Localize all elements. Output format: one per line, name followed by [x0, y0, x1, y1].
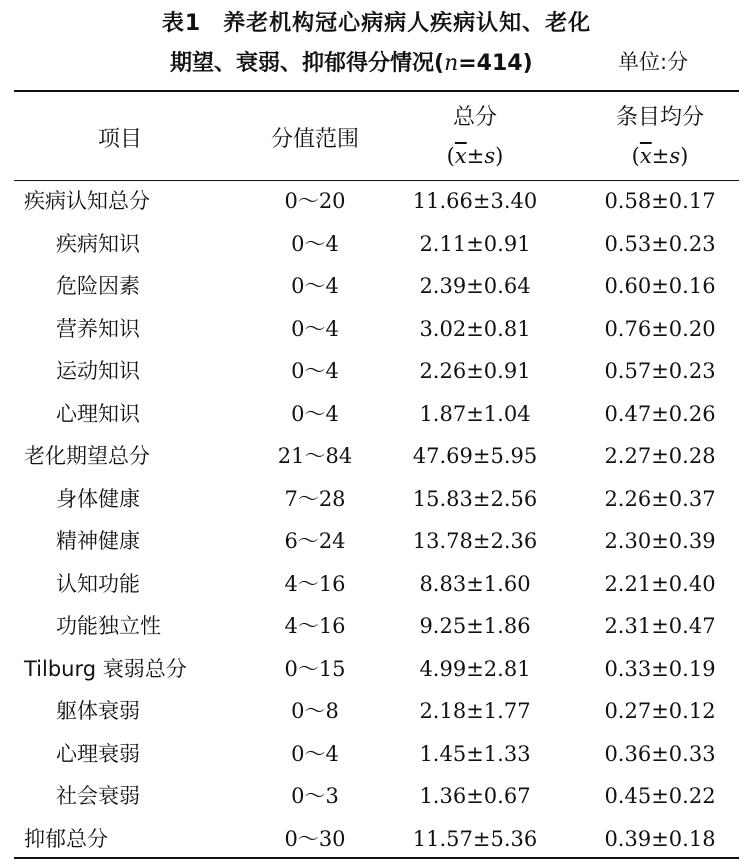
cell-total: 4.99±2.81	[419, 656, 531, 681]
cell-item: 抑郁总分	[24, 826, 108, 851]
title-line2-prefix: 期望、衰弱、抑郁得分情况(	[170, 51, 445, 76]
cell-mean: 0.45±0.22	[604, 784, 716, 808]
cell-mean: 2.21±0.40	[604, 571, 716, 596]
cell-total: 8.83±1.60	[419, 571, 531, 596]
cell-total: 11.57±5.36	[412, 826, 538, 851]
cell-total: 2.26±0.91	[419, 359, 531, 383]
table-row	[0, 265, 753, 308]
table-row	[0, 818, 753, 861]
cell-item: 心理衰弱	[56, 741, 140, 766]
table-title-line1	[0, 6, 753, 37]
cell-item: 疾病知识	[56, 231, 140, 256]
cell-item: Tilburg 衰弱总分	[24, 656, 187, 681]
cell-mean: 0.76±0.20	[604, 316, 716, 341]
stat-mean-symbol: $\overline{x}$	[454, 144, 467, 168]
cell-range: 4～16	[284, 571, 346, 596]
header-mean-stat	[580, 144, 740, 168]
cell-total: 9.25±1.86	[419, 614, 531, 638]
cell-mean: 0.33±0.19	[604, 656, 716, 681]
sample-size-value: =414)	[458, 51, 533, 76]
cell-total: 2.11±0.91	[419, 231, 531, 256]
table-row	[0, 775, 753, 818]
table-row	[0, 648, 753, 691]
cell-item: 运动知识	[56, 359, 140, 383]
cell-item: 功能独立性	[56, 614, 161, 638]
table-top-rule	[14, 90, 739, 92]
cell-total: 11.66±3.40	[412, 189, 538, 213]
stat-sd-symbol: s	[669, 144, 681, 168]
cell-total: 15.83±2.56	[412, 486, 538, 511]
cell-range: 4～16	[284, 614, 346, 638]
unit-label: 单位:分	[618, 50, 689, 74]
stat-mean-symbol: $\overline{x}$	[639, 144, 652, 168]
table-row	[0, 308, 753, 351]
cell-item: 疾病认知总分	[24, 189, 150, 213]
cell-mean: 2.27±0.28	[604, 444, 716, 468]
table-row	[0, 180, 753, 223]
cell-item: 老化期望总分	[24, 444, 150, 468]
cell-mean: 0.36±0.33	[604, 741, 716, 766]
cell-range: 0～4	[291, 231, 339, 256]
cell-mean: 0.58±0.17	[604, 189, 716, 213]
table-title-line2	[170, 46, 533, 77]
cell-range: 0～15	[284, 656, 346, 681]
stat-paren-right: )	[495, 144, 504, 168]
stat-pm: ±	[651, 144, 670, 168]
cell-mean: 0.27±0.12	[604, 699, 716, 723]
table-bottom-rule	[14, 857, 739, 859]
cell-mean: 2.30±0.39	[604, 529, 716, 553]
cell-range: 21～84	[277, 444, 353, 468]
stat-paren-left: (	[446, 144, 455, 168]
cell-item: 社会衰弱	[56, 784, 140, 808]
table-row	[0, 563, 753, 606]
cell-total: 2.39±0.64	[419, 274, 531, 298]
cell-item: 营养知识	[56, 316, 140, 341]
table-body	[0, 180, 753, 860]
cell-range: 0～30	[284, 826, 346, 851]
cell-total: 2.18±1.77	[419, 699, 531, 723]
table-row	[0, 393, 753, 436]
cell-mean: 0.53±0.23	[604, 231, 716, 256]
table-row	[0, 690, 753, 733]
sample-size-variable: n	[444, 51, 459, 76]
cell-mean: 0.39±0.18	[604, 826, 716, 851]
cell-mean: 2.26±0.37	[604, 486, 716, 511]
cell-mean: 2.31±0.47	[604, 614, 716, 638]
cell-range: 6～24	[284, 529, 346, 553]
header-total-stat	[390, 144, 560, 168]
cell-range: 0～4	[291, 274, 339, 298]
cell-range: 0～4	[291, 316, 339, 341]
cell-total: 3.02±0.81	[419, 316, 531, 341]
stat-sd-symbol: s	[484, 144, 496, 168]
cell-total: 1.36±0.67	[419, 784, 531, 808]
stat-paren-left: (	[631, 144, 640, 168]
table-row	[0, 478, 753, 521]
cell-range: 0～20	[284, 189, 346, 213]
cell-mean: 0.60±0.16	[604, 274, 716, 298]
header-item: 项目	[97, 127, 142, 152]
stat-paren-right: )	[680, 144, 689, 168]
cell-total: 47.69±5.95	[412, 444, 538, 468]
header-total: 总分	[452, 105, 497, 130]
cell-item: 心理知识	[56, 401, 140, 426]
cell-range: 7～28	[284, 486, 346, 511]
cell-range: 0～8	[291, 699, 339, 723]
cell-range: 0～4	[291, 401, 339, 426]
table-number: 表1	[161, 11, 202, 36]
table-row	[0, 733, 753, 776]
table-row	[0, 435, 753, 478]
table-row	[0, 520, 753, 563]
cell-range: 0～4	[291, 359, 339, 383]
cell-item: 躯体衰弱	[56, 699, 140, 723]
header-mean: 条目均分	[615, 105, 704, 130]
cell-total: 1.45±1.33	[419, 741, 531, 766]
header-range: 分值范围	[270, 127, 359, 152]
cell-total: 13.78±2.36	[412, 529, 538, 553]
cell-item: 身体健康	[56, 486, 140, 511]
cell-item: 危险因素	[56, 274, 140, 298]
stat-pm: ±	[466, 144, 485, 168]
cell-range: 0～4	[291, 741, 339, 766]
table-row	[0, 223, 753, 266]
cell-total: 1.87±1.04	[419, 401, 531, 426]
cell-item: 精神健康	[56, 529, 140, 553]
table-row	[0, 350, 753, 393]
table-title-text: 养老机构冠心病病人疾病认知、老化	[223, 11, 592, 36]
table-row	[0, 605, 753, 648]
cell-range: 0～3	[291, 784, 339, 808]
cell-item: 认知功能	[56, 571, 140, 596]
cell-mean: 0.57±0.23	[604, 359, 716, 383]
cell-mean: 0.47±0.26	[604, 401, 716, 426]
